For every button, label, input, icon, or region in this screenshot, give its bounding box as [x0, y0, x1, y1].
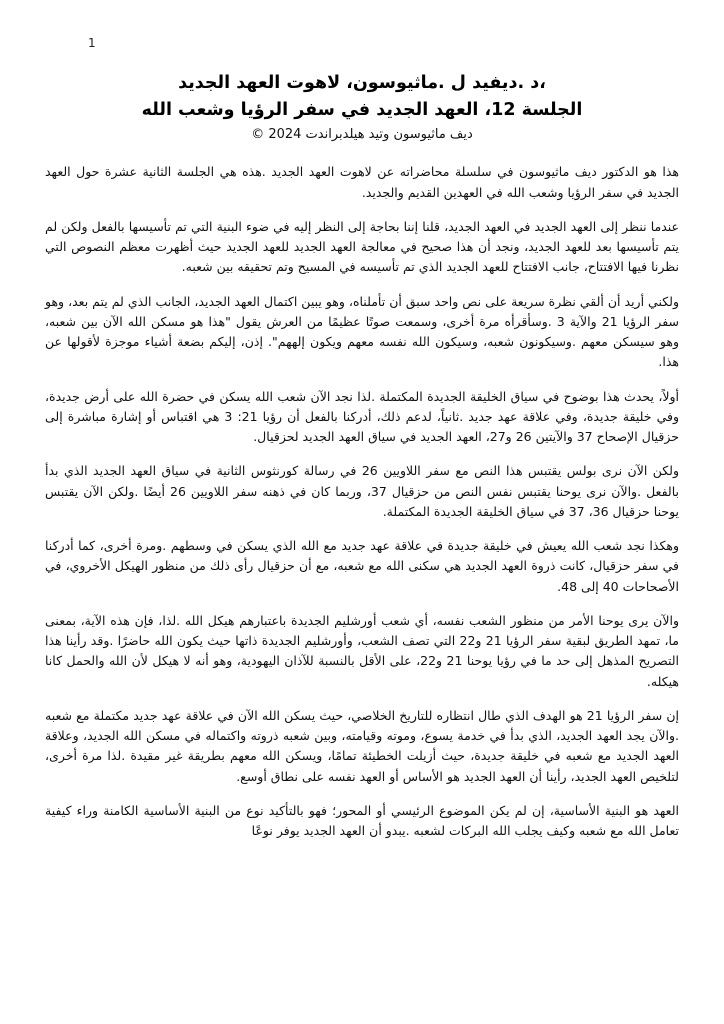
paragraph: وهكذا نجد شعب الله يعيش في خليقة جديدة في علاقة عهد جديد مع الله الذي يسكن في وسطهم .ومرة أخرى، كما أدركنا في سفر حزقيال، كانت ذروة العهد الجديد هي سكنى الله مع شعبه، مع أن حزقيال رأى ذلك من منظور الهيكل الأخروي، في الأصحاحات 40 إلى 48. [45, 538, 679, 594]
paragraph: ولكن الآن نرى بولس يقتبس هذا النص مع سفر اللاويين 26 في رسالة كورنثوس الثانية في سياق العهد الجديد الذي بدأ بالفعل .والآن نرى يوحنا يقتبس نفس النص من حزقيال 37، وربما كان في ذهنه سفر اللاويين 26 أيضًا .ولكن الآن يقتبس يوحنا حزقيال 36، 37 في سياق الخليقة الجديدة المكتملة. [45, 463, 680, 519]
document-header [45, 70, 679, 142]
copyright-line: ديف ماثيوسون وتيد هيلدبراندت 2024 © [251, 127, 473, 143]
document-body [45, 162, 679, 841]
paragraph: والآن يرى يوحنا الأمر من منظور الشعب نفسه، أي شعب أورشليم الجديدة باعتبارهم هيكل الله .لذا، فإن هذه الآية، بمعنى ما، تمهد الطريق لبقية سفر الرؤيا 21 و22 التي تصف الشعب، وأورشليم الجديدة ذاتها حيث يكون الله حاضرًا .وقد رأينا هذا التصريح المذهل إلى حد ما في رؤيا يوحنا 21 و22، على الأقل بالنسبة للآذان اليهودية، وهو أنه لا هيكل لأن الله والحمل كانا هيكله. [45, 612, 680, 689]
page-number: 1 [88, 36, 96, 50]
paragraph: أولاً، يحدث هذا بوضوح في سياق الخليقة الجديدة المكتملة .لذا نجد الآن شعب الله يسكن في حضرة الله على أرض جديدة، وفي خليقة جديدة، وفي علاقة عهد جديد .ثانياً، لدعم ذلك، أدركنا بالفعل أن رؤيا 21: 3 هي اقتباس أو إشارة مباشرة إلى حزقيال الإصحاح 37 والآيتين 26 و27، العهد الجديد في سياق العهد الجديد لحزقيال. [45, 388, 680, 444]
document-title-line1: ،د .ديفيد ل .ماثيوسون، لاهوت العهد الجديد [178, 73, 546, 93]
paragraph: العهد هو البنية الأساسية، إن لم يكن الموضوع الرئيسي أو المحور؛ فهو بالتأكيد نوع من البنية الأساسية الكامنة وراء كيفية تعامل الله مع شعبه وكيف يجلب الله البركات لشعبه .يبدو أن العهد الجديد يوفر نوعًا [45, 802, 679, 838]
paragraph: هذا هو الدكتور ديف ماثيوسون في سلسلة محاضراته عن لاهوت العهد الجديد .هذه هي الجلسة الثانية عشرة حول العهد الجديد في سفر الرؤيا وشعب الله في العهدين القديم والجديد. [45, 164, 679, 200]
document-title-line2: الجلسة 12، العهد الجديد في سفر الرؤيا وشعب الله [141, 100, 583, 121]
paragraph: عندما ننظر إلى العهد الجديد في العهد الجديد، قلنا إننا بحاجة إلى النظر إليه في ضوء البنية التي تم تأسيسها بالفعل ولكن لم يتم تأسيسها بعد للعهد الجديد، ونجد أن هذا صحيح في معالجة العهد الجديد للعهد الجديد حيث أظهرت معظم النصوص التي نظرنا فيها الافتتاح، جانب الافتتاح للعهد الجديد الذي تم تأسيسه في المسيح وتم تحقيقه بين شعبه. [45, 218, 679, 275]
paragraph: ولكني أريد أن ألقي نظرة سريعة على نص واحد سبق أن تأملناه، وهو يبين اكتمال العهد الجديد، الجانب الذي لم يتم بعد، وهو سفر الرؤيا 21 والآية 3 .وسأقرأه مرة أخرى، وسمعت صوتًا عظيمًا من العرش يقول "هذا هو مسكن الله الآن بين شعبه، وهو سيسكن معهم .وسيكونون شعبه، وسيكون الله نفسه معهم ويكون إلههم". إذن، إليكم بضعة أشياء موجزة لأقولها عن هذا. [45, 293, 679, 370]
paragraph: إن سفر الرؤيا 21 هو الهدف الذي طال انتظاره للتاريخ الخلاصي، حيث يسكن الله الآن في علاقة عهد جديد مكتملة مع شعبه .والآن يجد العهد الجديد، الذي بدأ في خدمة يسوع، وموته وقيامته، وبين شعبه ذروته واكتماله في مسكن الله الجديد، وعلاقة العهد الجديد مع شعبه في خليقة جديدة، حيث أزيلت الخطيئة تمامًا، ويسكن الله معهم بطريقة غير مقيدة .لذا مرة أخرى، لتلخيص العهد الجديد، رأينا أن العهد الجديد هو الأساس أو العهد نفسه على نطاق أوسع. [45, 707, 679, 784]
